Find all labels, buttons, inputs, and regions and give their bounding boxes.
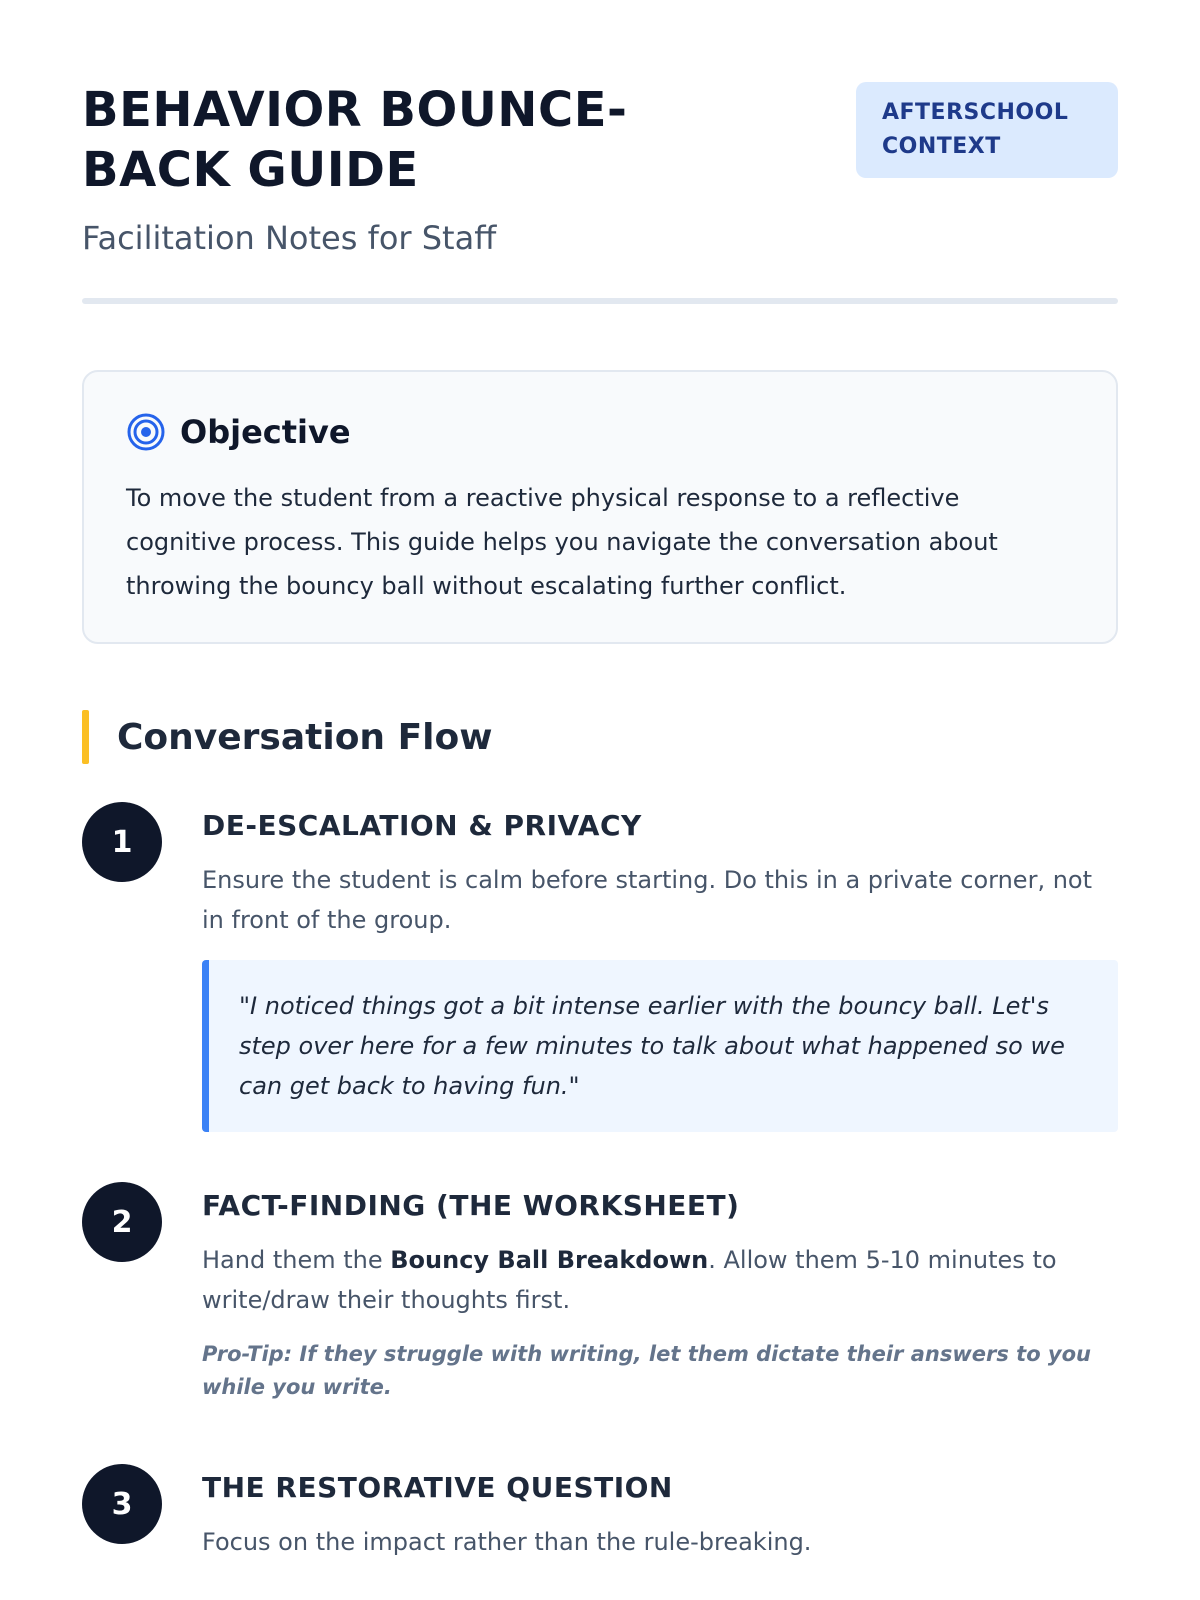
step-number: 3: [82, 1464, 162, 1544]
header: [82, 80, 1118, 258]
step-description: Focus on the impact rather than the rule-breaking.: [202, 1528, 812, 1556]
section-heading: [82, 710, 1118, 764]
steps-list: [82, 802, 1118, 1562]
sample-script-quote: "I noticed things got a bit intense earlier with the bouncy ball. Let's step over here for a few minutes to talk about what happened so we can get back to having fun.": [202, 960, 1118, 1132]
objective-card: [82, 370, 1118, 644]
step-description: Ensure the student is calm before starting. Do this in a private corner, not in front of the group.: [202, 866, 1093, 934]
page-subtitle: Facilitation Notes for Staff: [82, 219, 497, 257]
page-title: BEHAVIOR BOUNCE-BACK GUIDE: [82, 82, 628, 198]
objective-header: [126, 412, 1076, 452]
step-number: 2: [82, 1182, 162, 1262]
worksheet-name: Bouncy Ball Breakdown: [390, 1246, 709, 1274]
step-description-start: Hand them the: [202, 1246, 391, 1274]
section-title: Conversation Flow: [117, 716, 493, 758]
step-title: THE RESTORATIVE QUESTION: [202, 1471, 673, 1504]
step-item: [82, 1182, 1118, 1464]
step-title: DE-ESCALATION & PRIVACY: [202, 809, 642, 842]
objective-title: Objective: [180, 413, 351, 451]
section-accent-bar: [82, 710, 89, 764]
target-icon: [126, 412, 166, 452]
step-title: FACT-FINDING (THE WORKSHEET): [202, 1189, 740, 1222]
step-number: 1: [82, 802, 162, 882]
title-block: [82, 80, 742, 258]
header-divider: [82, 298, 1118, 304]
step-item: [82, 1464, 1118, 1562]
step-description: [202, 1240, 1118, 1320]
objective-text: To move the student from a reactive physical response to a reflective cognitive process. This guide helps you navigate the conversation about throwing the bouncy ball without escalating further conflict.: [126, 484, 998, 600]
step-description-end: . Allow them 5-10 minutes to write/draw their thoughts first.: [202, 1246, 1057, 1314]
step-item: [82, 802, 1118, 1182]
pro-tip: Pro-Tip: If they struggle with writing, let them dictate their answers to you while you write.: [202, 1342, 1092, 1399]
context-badge: AFTERSCHOOL CONTEXT: [856, 82, 1118, 178]
